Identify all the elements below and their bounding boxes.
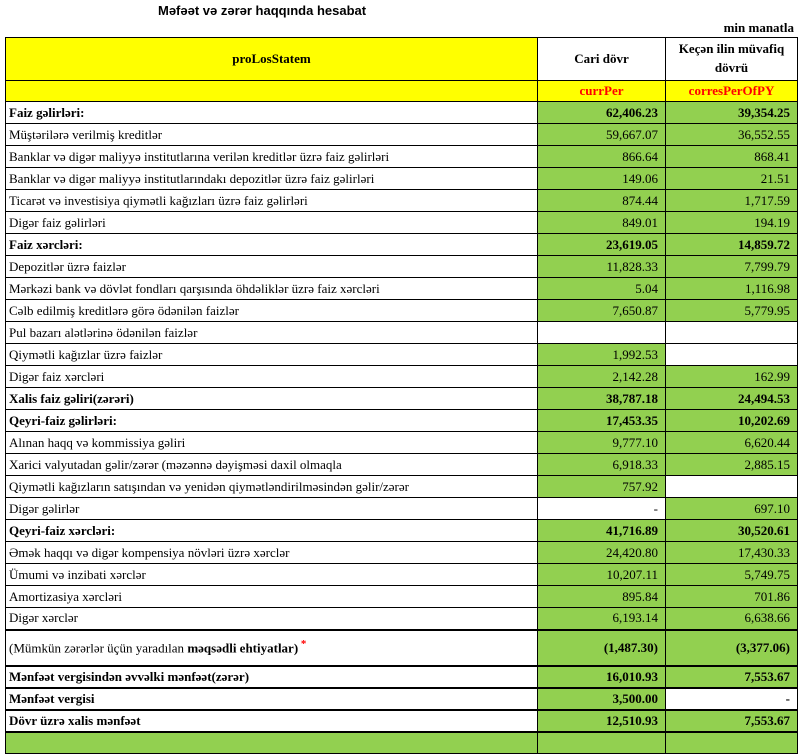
current-period-value: 5.04	[538, 278, 666, 300]
current-period-value: 6,918.33	[538, 454, 666, 476]
previous-period-value: 5,749.75	[666, 564, 798, 586]
current-period-value: 1,992.53	[538, 344, 666, 366]
row-label: Xalis faiz gəliri(zərəri)	[6, 388, 538, 410]
current-period-value: 12,510.93	[538, 710, 666, 732]
current-period-value: 24,420.80	[538, 542, 666, 564]
subheader-empty	[6, 81, 538, 102]
previous-period-value: 36,552.55	[666, 124, 798, 146]
current-period-value: 866.64	[538, 146, 666, 168]
previous-period-value: 2,885.15	[666, 454, 798, 476]
row-label: Qeyri-faiz xərcləri:	[6, 520, 538, 542]
previous-period-value	[666, 344, 798, 366]
table-row	[6, 710, 798, 732]
row-label-bold-text: məqsədli ehtiyatlar)	[187, 640, 299, 656]
previous-period-value: 10,202.69	[666, 410, 798, 432]
table-row	[6, 256, 798, 278]
table-row	[6, 666, 798, 688]
row-label: Pul bazarı alətlərinə ödənilən faizlər	[6, 322, 538, 344]
previous-period-value: -	[666, 688, 798, 710]
row-label: Müştərilərə verilmiş kreditlər	[6, 124, 538, 146]
table-row	[6, 300, 798, 322]
previous-period-value: 868.41	[666, 146, 798, 168]
previous-period-value: 39,354.25	[666, 102, 798, 124]
previous-period-value: 14,859.72	[666, 234, 798, 256]
row-label: Faiz gəlirləri:	[6, 102, 538, 124]
profit-loss-table	[5, 37, 798, 754]
row-label: Ticarət və investisiya qiymətli kağızları üzrə faiz gəlirləri	[6, 190, 538, 212]
previous-period-value: 7,553.67	[666, 666, 798, 688]
row-label: Qeyri-faiz gəlirləri:	[6, 410, 538, 432]
previous-period-value: 17,430.33	[666, 542, 798, 564]
current-period-value: 38,787.18	[538, 388, 666, 410]
row-label: Depozitlər üzrə faizlər	[6, 256, 538, 278]
table-row	[6, 688, 798, 710]
previous-period-value: 701.86	[666, 586, 798, 608]
previous-period-value: 5,779.95	[666, 300, 798, 322]
header-prolosstatem: proLosStatem	[6, 38, 538, 81]
previous-period-value: 162.99	[666, 366, 798, 388]
header-row	[6, 38, 798, 81]
previous-period-value: 30,520.61	[666, 520, 798, 542]
table-row	[6, 542, 798, 564]
row-label: Mənfəət vergisindən əvvəlki mənfəət(zərər)	[6, 666, 538, 688]
row-label: Qiymətli kağızların satışından və yenidən qiymətləndirilməsindən gəlir/zərər	[6, 476, 538, 498]
current-period-value: 3,500.00	[538, 688, 666, 710]
table-row	[6, 146, 798, 168]
table-row	[6, 366, 798, 388]
current-period-value: 149.06	[538, 168, 666, 190]
row-label-text: (Mümkün zərərlər üçün yaradılan	[9, 640, 188, 656]
current-period-value: 62,406.23	[538, 102, 666, 124]
row-label: Əmək haqqı və digər kompensiya növləri üzrə xərclər	[6, 542, 538, 564]
page-title: Məfəət və zərər haqqında hesabat	[158, 3, 367, 18]
table-row	[6, 608, 798, 630]
table-row	[6, 732, 798, 754]
table-row	[6, 234, 798, 256]
previous-period-value: 194.19	[666, 212, 798, 234]
current-period-value: (1,487.30)	[538, 630, 666, 666]
row-label: Amortizasiya xərcləri	[6, 586, 538, 608]
current-period-value: 23,619.05	[538, 234, 666, 256]
table-row	[6, 498, 798, 520]
previous-period-value: 7,799.79	[666, 256, 798, 278]
subheader-currper: currPer	[538, 81, 666, 102]
current-period-value: 11,828.33	[538, 256, 666, 278]
row-label: Alınan haqq və kommissiya gəliri	[6, 432, 538, 454]
row-label: Faiz xərcləri:	[6, 234, 538, 256]
current-period-value: 849.01	[538, 212, 666, 234]
current-period-value: 895.84	[538, 586, 666, 608]
current-period-value: 7,650.87	[538, 300, 666, 322]
previous-period-value	[666, 476, 798, 498]
row-label: Digər gəlirlər	[6, 498, 538, 520]
previous-period-value: 1,717.59	[666, 190, 798, 212]
current-period-value: 10,207.11	[538, 564, 666, 586]
row-label: Banklar və digər maliyyə institutlarına verilən kreditlər üzrə faiz gəlirləri	[6, 146, 538, 168]
table-row	[6, 630, 798, 666]
previous-period-value: 24,494.53	[666, 388, 798, 410]
current-period-value: 16,010.93	[538, 666, 666, 688]
previous-period-value: 1,116.98	[666, 278, 798, 300]
row-label: Xarici valyutadan gəlir/zərər (məzənnə dəyişməsi daxil olmaqla	[6, 454, 538, 476]
row-label: Qiymətli kağızlar üzrə faizlər	[6, 344, 538, 366]
previous-period-value	[666, 322, 798, 344]
table-row	[6, 432, 798, 454]
previous-period-value	[666, 732, 798, 754]
table-row	[6, 388, 798, 410]
table-row	[6, 344, 798, 366]
unit-note: min manatla	[723, 20, 794, 35]
current-period-value: 41,716.89	[538, 520, 666, 542]
table-row	[6, 124, 798, 146]
row-label: Dövr üzrə xalis mənfəət	[6, 710, 538, 732]
table-row	[6, 476, 798, 498]
current-period-value: 874.44	[538, 190, 666, 212]
table-row	[6, 410, 798, 432]
table-row	[6, 520, 798, 542]
previous-period-value: 6,620.44	[666, 432, 798, 454]
footnote-asterisk: *	[298, 638, 307, 651]
subheader-corresperofpy: corresPerOfPY	[666, 81, 798, 102]
table-row	[6, 168, 798, 190]
current-period-value	[538, 322, 666, 344]
previous-period-value: 7,553.67	[666, 710, 798, 732]
row-label: Mərkəzi bank və dövlət fondları qarşısında öhdəliklər üzrə faiz xərcləri	[6, 278, 538, 300]
current-period-value	[538, 732, 666, 754]
row-label	[6, 630, 538, 666]
current-period-value: 6,193.14	[538, 608, 666, 630]
previous-period-value: 6,638.66	[666, 608, 798, 630]
table-row	[6, 190, 798, 212]
row-label: Digər xərclər	[6, 608, 538, 630]
previous-period-value: 21.51	[666, 168, 798, 190]
header-previous-period: Keçən ilin müvafiq dövrü	[666, 38, 798, 81]
table-row	[6, 586, 798, 608]
row-label: Cəlb edilmiş kreditlərə görə ödənilən faizlər	[6, 300, 538, 322]
table-row	[6, 564, 798, 586]
table-row	[6, 322, 798, 344]
current-period-value: 59,667.07	[538, 124, 666, 146]
table-row	[6, 454, 798, 476]
row-label: Digər faiz gəlirləri	[6, 212, 538, 234]
current-period-value: 17,453.35	[538, 410, 666, 432]
row-label	[6, 732, 538, 754]
subheader-row	[6, 81, 798, 102]
table-row	[6, 212, 798, 234]
row-label: Banklar və digər maliyyə institutlarındakı depozitlər üzrə faiz gəlirləri	[6, 168, 538, 190]
row-label: Mənfəət vergisi	[6, 688, 538, 710]
current-period-value: 9,777.10	[538, 432, 666, 454]
row-label: Ümumi və inzibati xərclər	[6, 564, 538, 586]
current-period-value: 2,142.28	[538, 366, 666, 388]
row-label: Digər faiz xərcləri	[6, 366, 538, 388]
current-period-value: 757.92	[538, 476, 666, 498]
previous-period-value: (3,377.06)	[666, 630, 798, 666]
current-period-value: -	[538, 498, 666, 520]
previous-period-value: 697.10	[666, 498, 798, 520]
header-current-period: Cari dövr	[538, 38, 666, 81]
table-row	[6, 278, 798, 300]
table-row	[6, 102, 798, 124]
